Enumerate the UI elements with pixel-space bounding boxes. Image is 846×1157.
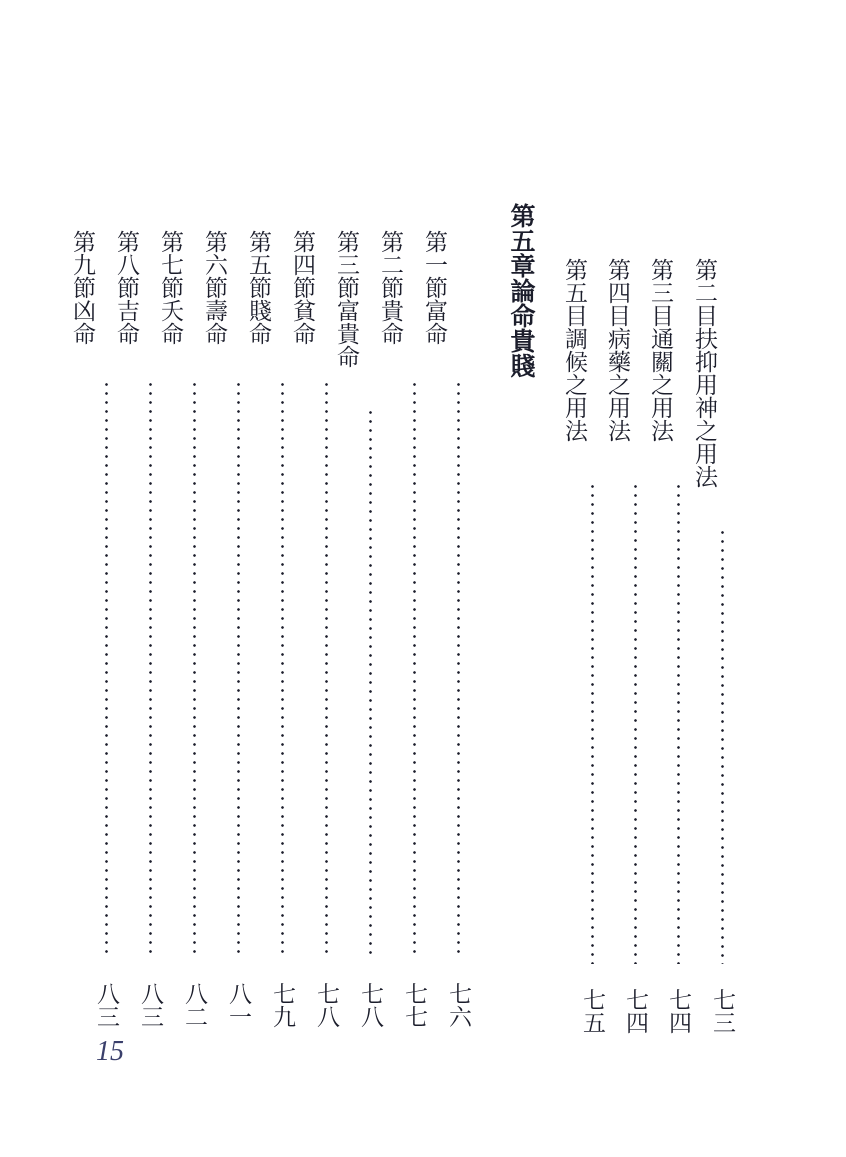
entry-prefix: 第五目 bbox=[561, 258, 587, 327]
entry-page-number: 七四 bbox=[665, 988, 691, 1034]
toc-entry-section bbox=[421, 230, 473, 1028]
entry-prefix: 第八節 bbox=[113, 230, 139, 299]
entry-page-number: 八二 bbox=[181, 982, 207, 1028]
entry-title: 富命 bbox=[421, 299, 447, 345]
toc-entry-section bbox=[69, 230, 121, 1028]
entry-prefix: 第三目 bbox=[647, 258, 673, 327]
dot-leader bbox=[677, 482, 680, 964]
entry-prefix: 第九節 bbox=[69, 230, 95, 299]
toc-entry-subsection bbox=[647, 258, 693, 1034]
toc-entry-subsection bbox=[691, 258, 737, 1034]
chapter-prefix: 第五章 bbox=[507, 203, 536, 278]
entry-title: 夭命 bbox=[157, 299, 183, 345]
entry-page-number: 七九 bbox=[269, 982, 295, 1028]
toc-entry-section bbox=[157, 230, 209, 1028]
dot-leader bbox=[721, 528, 724, 964]
toc-entry-section bbox=[245, 230, 297, 1028]
dot-leader bbox=[237, 380, 240, 958]
toc-entry-section bbox=[377, 230, 429, 1028]
entry-page-number: 七五 bbox=[579, 988, 605, 1034]
entry-page-number: 八三 bbox=[93, 982, 119, 1028]
toc-entry-subsection bbox=[561, 258, 607, 1034]
entry-prefix: 第七節 bbox=[157, 230, 183, 299]
entry-prefix: 第二目 bbox=[691, 258, 717, 327]
toc-entry-section bbox=[333, 230, 385, 1028]
entry-title: 貧命 bbox=[289, 299, 315, 345]
entry-page-number: 七四 bbox=[622, 988, 648, 1034]
chapter-heading bbox=[506, 203, 566, 378]
entry-title: 病藥之用法 bbox=[604, 327, 630, 442]
entry-prefix: 第二節 bbox=[377, 230, 403, 299]
dot-leader bbox=[369, 408, 372, 958]
dot-leader bbox=[591, 482, 594, 964]
dot-leader bbox=[457, 380, 460, 958]
entry-page-number: 七八 bbox=[357, 982, 383, 1028]
entry-prefix: 第五節 bbox=[245, 230, 271, 299]
dot-leader bbox=[105, 380, 108, 958]
toc-entry-subsection bbox=[604, 258, 650, 1034]
entry-prefix: 第六節 bbox=[201, 230, 227, 299]
entry-title: 扶抑用神之用法 bbox=[691, 327, 717, 488]
dot-leader bbox=[149, 380, 152, 958]
dot-leader bbox=[325, 380, 328, 958]
entry-title: 賤命 bbox=[245, 299, 271, 345]
entry-title: 凶命 bbox=[69, 299, 95, 345]
dot-leader bbox=[634, 482, 637, 964]
dot-leader bbox=[281, 380, 284, 958]
entry-title: 調候之用法 bbox=[561, 327, 587, 442]
toc-entry-section bbox=[289, 230, 341, 1028]
chapter-title: 論命貴賤 bbox=[507, 278, 536, 378]
dot-leader bbox=[413, 380, 416, 958]
entry-prefix: 第三節 bbox=[333, 230, 359, 299]
entry-page-number: 八一 bbox=[225, 982, 251, 1028]
page-number: 15 bbox=[96, 1036, 124, 1067]
entry-prefix: 第四節 bbox=[289, 230, 315, 299]
entry-title: 通關之用法 bbox=[647, 327, 673, 442]
entry-page-number: 七三 bbox=[709, 988, 735, 1034]
entry-page-number: 七八 bbox=[313, 982, 339, 1028]
toc-entry-section bbox=[113, 230, 165, 1028]
entry-title: 吉命 bbox=[113, 299, 139, 345]
dot-leader bbox=[193, 380, 196, 958]
entry-page-number: 七七 bbox=[401, 982, 427, 1028]
entry-prefix: 第四目 bbox=[604, 258, 630, 327]
entry-title: 富貴命 bbox=[333, 299, 359, 368]
entry-title: 壽命 bbox=[201, 299, 227, 345]
entry-prefix: 第一節 bbox=[421, 230, 447, 299]
toc-entry-section bbox=[201, 230, 253, 1028]
entry-page-number: 八三 bbox=[137, 982, 163, 1028]
entry-title: 貴命 bbox=[377, 299, 403, 345]
entry-page-number: 七六 bbox=[445, 982, 471, 1028]
